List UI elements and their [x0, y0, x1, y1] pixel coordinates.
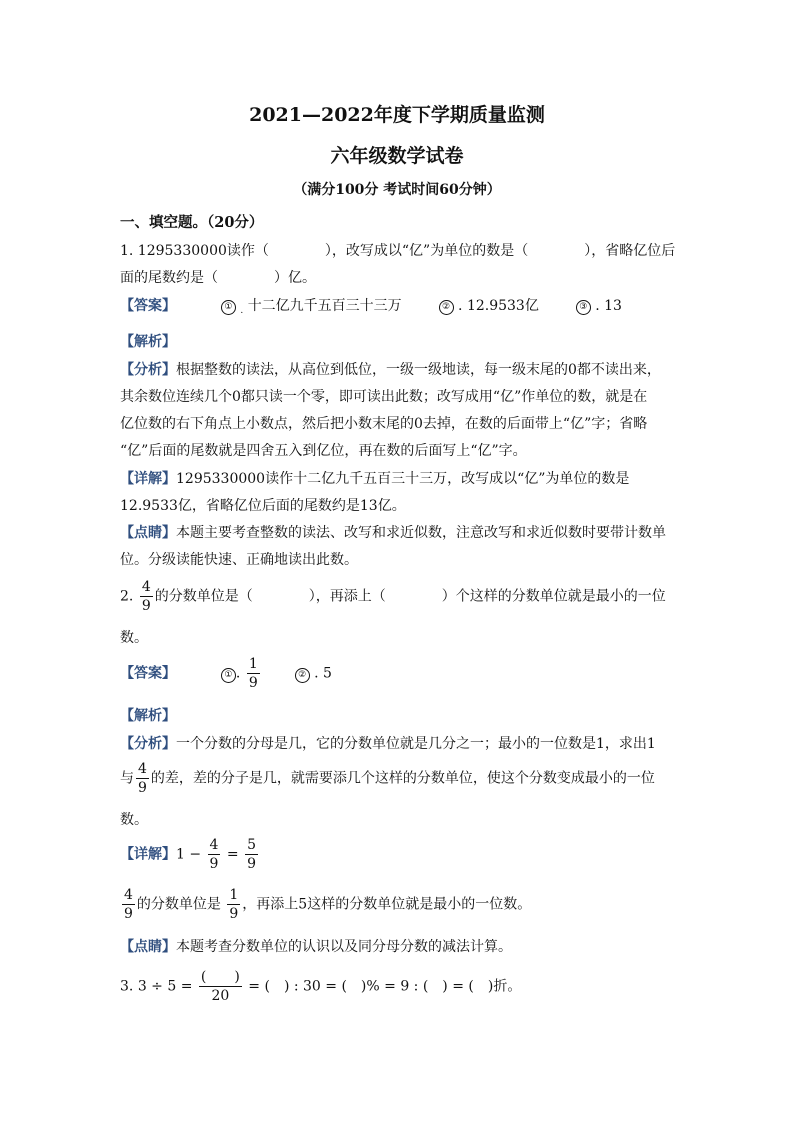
- q1-dianjing-2: 位。分级读能快速、正确地读出此数。: [120, 552, 358, 568]
- circled-1-icon: ①: [221, 668, 236, 683]
- answer-tag: 【答案】: [120, 298, 176, 314]
- equals-sign: =: [226, 846, 239, 863]
- q1-fenxi-2: 其余数位连续几个0都只读一个零，即可读出此数；改写成用“亿”作单位的数，就是在: [120, 389, 648, 405]
- exam-subtitle: 六年级数学试卷: [330, 145, 464, 167]
- q1-answer-1: 十二亿九千五百三十三万: [247, 298, 402, 314]
- analysis-tag: 【解析】: [120, 334, 176, 350]
- q3-number: 3.: [120, 978, 134, 995]
- q1-fenxi-4: “亿”后面的尾数就是四舍五入到亿位，再在数的后面写上“亿”字。: [120, 443, 527, 459]
- q2-text-1: 的分数单位是（ ），再添上（ ）个这样的分数单位就是最小的一位: [154, 588, 666, 605]
- fraction: $\frac{4}{9}$: [138, 761, 147, 796]
- q1-line-1: 1. 1295330000读作（ ），改写成以“亿”为单位的数是（ ），省略亿位后: [120, 243, 676, 259]
- answer-tag: 【答案】: [120, 665, 176, 682]
- q2-fenxi-text-1: 一个分数的分母是几，它的分数单位就是几分之一；最小的一位数是1，求出1: [176, 736, 656, 752]
- q3-expr-a: 3 ÷ 5 =: [137, 978, 193, 995]
- q1-xiangjie-1: [120, 469, 629, 489]
- q2-number: 2.: [120, 588, 134, 605]
- fraction: $\frac{4}{9}$: [141, 579, 151, 614]
- exam-title: 2021—2022年度下学期质量监测: [249, 104, 545, 126]
- xiangjie-tag: 【详解】: [120, 471, 176, 487]
- q2-line2-a: 的分数单位是: [136, 896, 221, 913]
- fenxi-tag: 【分析】: [120, 736, 176, 752]
- q1-fenxi-3: 亿位数的右下角点上小数点，然后把小数末尾的0去掉，在数的后面带上“亿”字；省略: [120, 416, 648, 432]
- fraction: $\frac{4}{9}$: [124, 887, 133, 922]
- q1-dianjing-text-1: 本题主要考查整数的读法、改写和求近似数，注意改写和求近似数时要带计数单: [176, 525, 666, 541]
- q1-dianjing-1: [120, 523, 666, 543]
- circled-3-icon: ③: [576, 300, 591, 315]
- q2-fenxi-text-2b: 的差，差的分子是几，就需要添几个这样的分数单位，使这个分数变成最小的一位: [150, 770, 655, 787]
- q3-expr-b: = ( ) : 30 = ( )% = 9 : ( ) = ( )折。: [248, 978, 522, 995]
- section-title: 一、填空题。（20分）: [120, 214, 264, 231]
- q2-fenxi-1: [120, 734, 656, 754]
- xiangjie-tag: 【详解】: [120, 846, 176, 863]
- q2-dianjing-text: 本题考查分数单位的认识以及同分母分数的减法计算。: [176, 939, 512, 955]
- q1-answer-3: . 13: [595, 298, 622, 314]
- q2-answer-2: . 5: [314, 665, 332, 682]
- answer-fraction: $\frac{1}{9}$: [248, 656, 258, 691]
- circled-1-icon: ①: [221, 300, 236, 315]
- blank-fraction: $\frac{( )}{20}$: [200, 969, 240, 1004]
- q2-fenxi-3: 数。: [120, 812, 148, 828]
- q1-line-2: 面的尾数约是（ ）亿。: [120, 270, 316, 286]
- q2-answer-row: 【答案】 ① . $\frac{1}{9}$ ② . 5: [120, 656, 332, 691]
- q2-line-1: [120, 580, 666, 613]
- q2-xiangjie-2: [120, 888, 531, 921]
- q1-xiangjie-text-1: 1295330000读作十二亿九千五百三十三万，改写成以“亿”为单位的数是: [176, 471, 630, 487]
- q2-fenxi-2: [120, 762, 655, 795]
- q3-line: [120, 970, 521, 1003]
- q1-fenxi-text-1: 根据整数的读法，从高位到低位，一级一级地读，每一级末尾的0都不读出来，: [176, 362, 661, 378]
- q1-xiangjie-2: 12.9533亿，省略亿位后面的尾数约是13亿。: [120, 498, 406, 514]
- circled-2-icon: ②: [439, 300, 454, 315]
- exam-note: （满分100分 考试时间60分钟）: [293, 182, 501, 198]
- q2-xiangjie: [120, 838, 260, 871]
- q1-answer-2: . 12.9533亿: [458, 298, 539, 314]
- q2-line-2: 数。: [120, 630, 148, 646]
- q2-line2-b: ，再添上5这样的分数单位就是最小的一位数。: [242, 896, 532, 913]
- result-fraction: $\frac{5}{9}$: [247, 837, 257, 872]
- q2-fenxi-text-2a: 与: [120, 770, 134, 787]
- fenxi-tag: 【分析】: [120, 362, 176, 378]
- q1-fenxi-1: [120, 360, 661, 380]
- dianjing-tag: 【点睛】: [120, 525, 176, 541]
- q2-dianjing: [120, 937, 512, 957]
- unit-fraction: $\frac{1}{9}$: [229, 887, 239, 922]
- q1-answer-row: 【答案】 ① $_.$ 十二亿九千五百三十三万 ② . 12.9533亿 ③ . 13: [120, 298, 622, 316]
- analysis-tag: 【解析】: [120, 708, 176, 724]
- fraction: $\frac{4}{9}$: [209, 837, 219, 872]
- xj-one: 1 −: [176, 846, 202, 863]
- dianjing-tag: 【点睛】: [120, 939, 176, 955]
- circled-2-icon: ②: [295, 668, 310, 683]
